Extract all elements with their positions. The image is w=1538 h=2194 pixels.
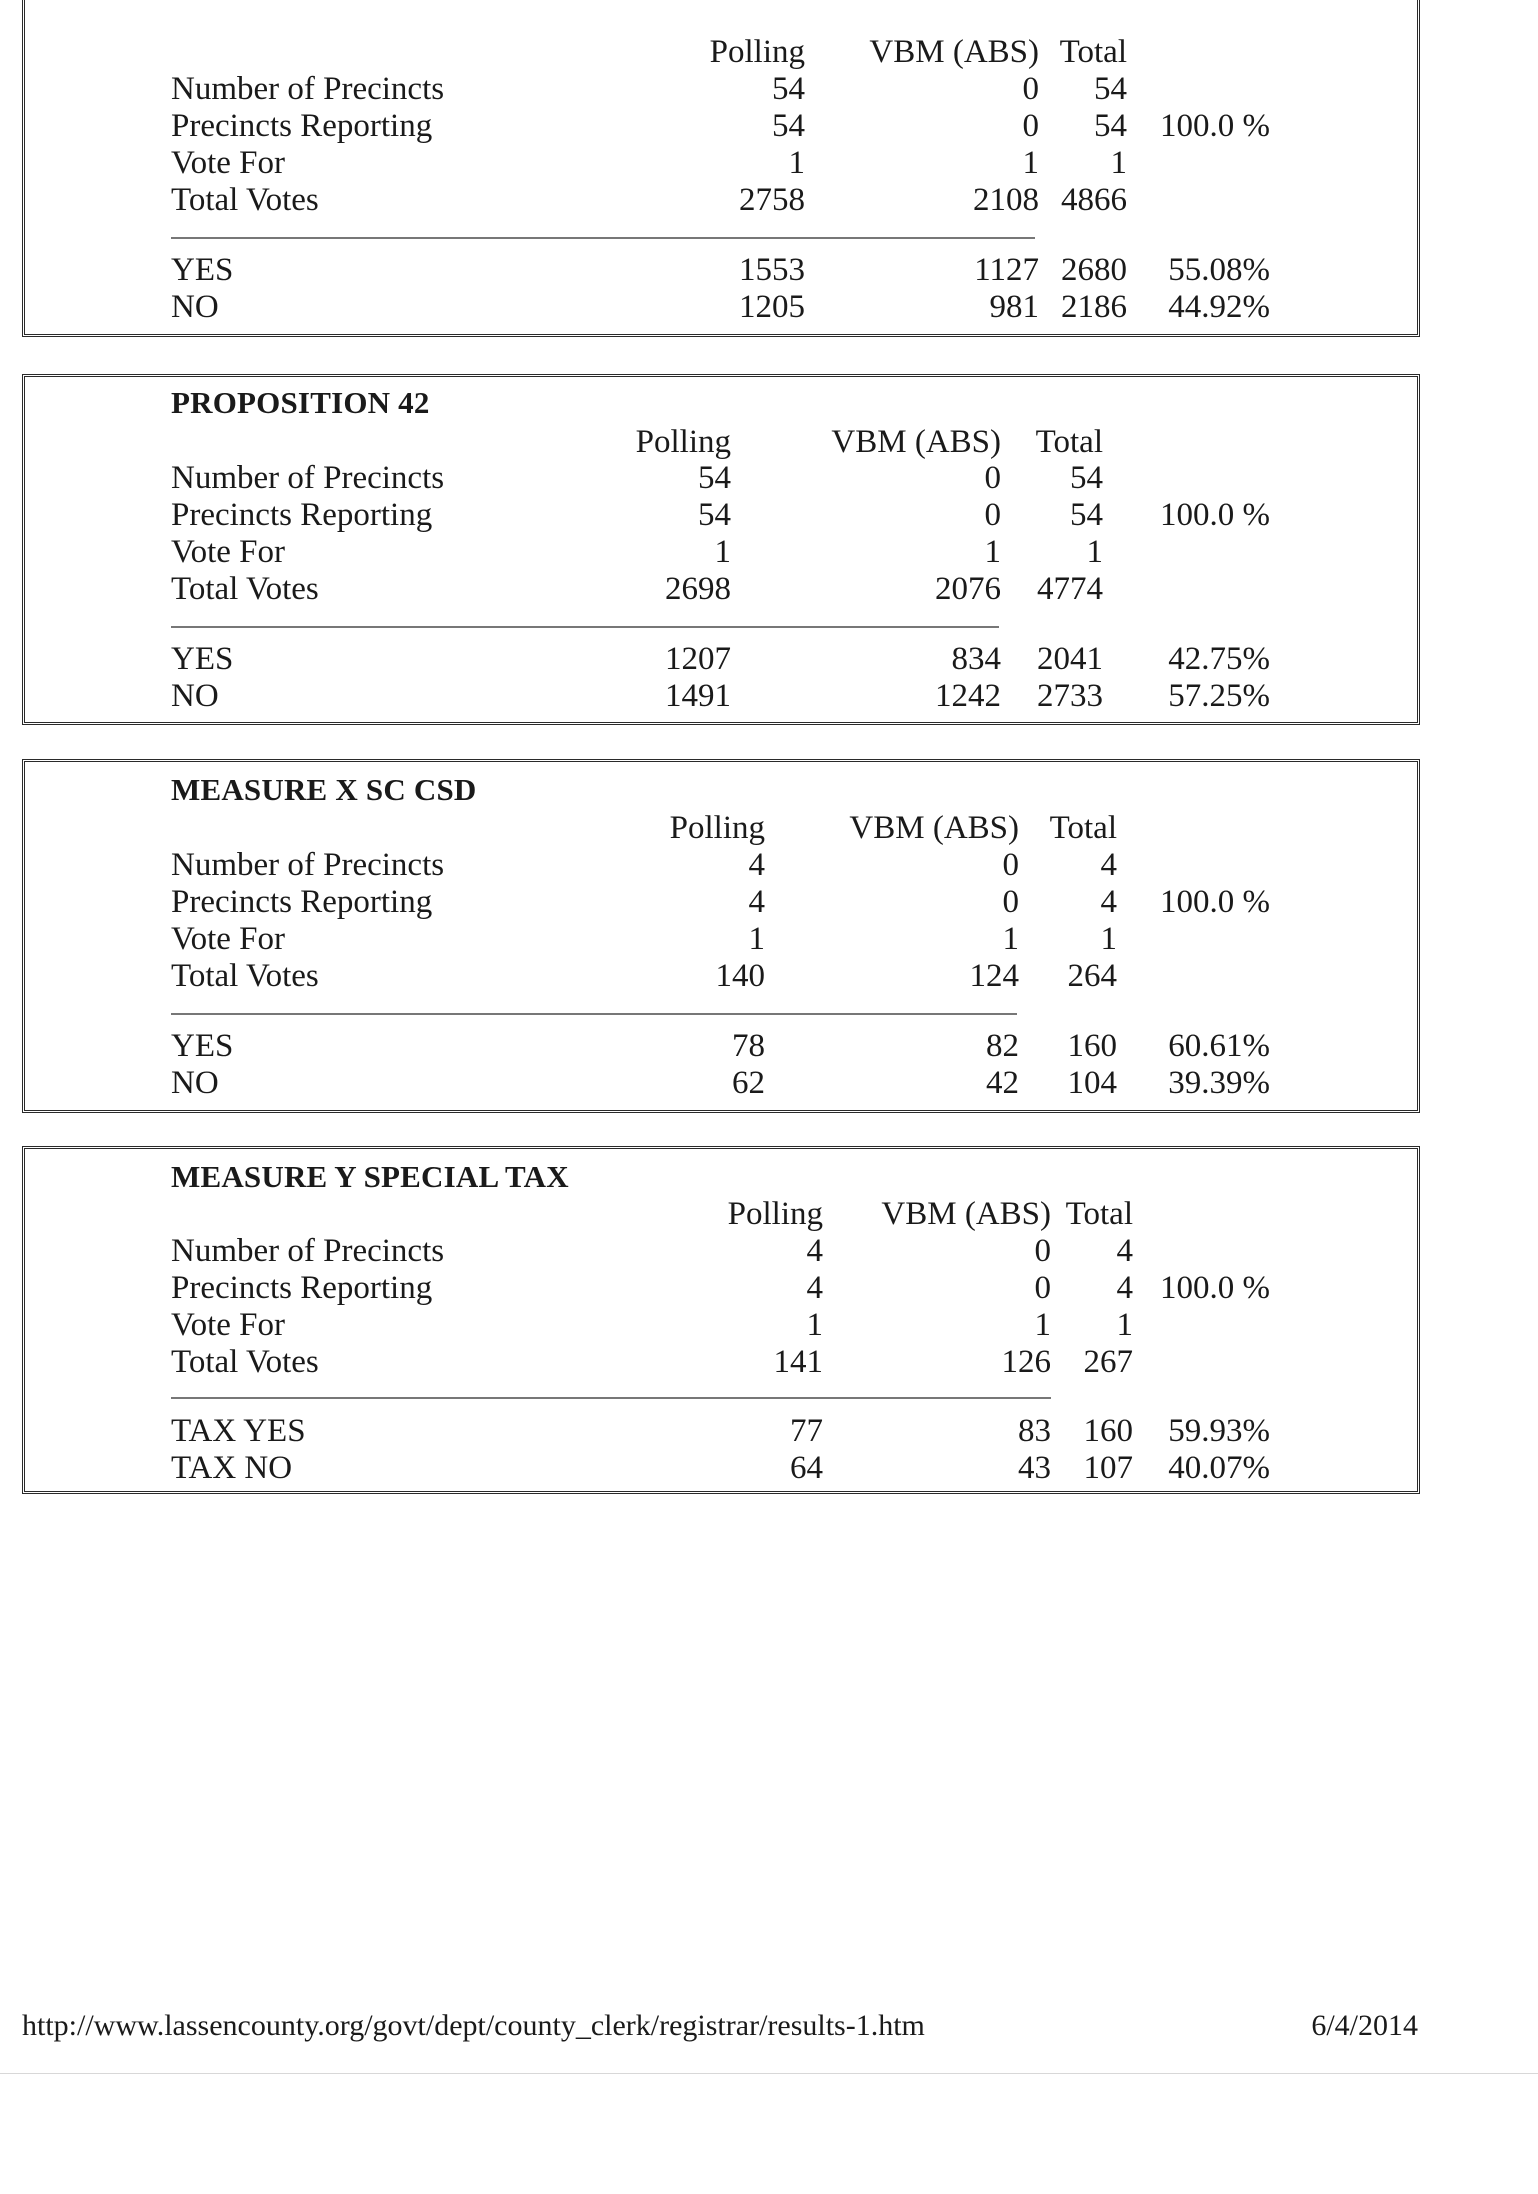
table-row [25, 1344, 1417, 1382]
vbm-value: 2108 [973, 182, 1039, 218]
vbm-header: VBM (ABS) [881, 1196, 1051, 1232]
vbm-value: 1 [1022, 145, 1039, 181]
total-header: Total [1059, 34, 1127, 70]
row-label: TAX YES [171, 1413, 306, 1449]
row-label: NO [171, 678, 219, 714]
row-label: Vote For [171, 534, 285, 570]
table-row [25, 1307, 1417, 1345]
row-label: Total Votes [171, 182, 319, 218]
row-label: Precincts Reporting [171, 1270, 433, 1306]
row-label: Vote For [171, 921, 285, 957]
page-bottom-rule [0, 2073, 1538, 2074]
section-title: MEASURE Y SPECIAL TAX [171, 1159, 569, 1194]
column-header-row [25, 34, 1417, 72]
total-value: 160 [1067, 1028, 1117, 1064]
percent-value: 57.25% [1168, 678, 1270, 714]
table-row [25, 252, 1417, 290]
total-value: 1 [1100, 921, 1117, 957]
total-value: 54 [1094, 108, 1127, 144]
polling-value: 4 [748, 847, 765, 883]
vbm-value: 82 [986, 1028, 1019, 1064]
total-value: 160 [1083, 1413, 1133, 1449]
row-label: Number of Precincts [171, 71, 445, 107]
separator-rule [171, 626, 999, 628]
vbm-value: 43 [1018, 1450, 1051, 1486]
vbm-value: 0 [1034, 1270, 1051, 1306]
vbm-header: VBM (ABS) [849, 810, 1019, 846]
footer-url: http://www.lassencounty.org/govt/dept/county_clerk/registrar/results-1.htm [22, 2009, 925, 2042]
vbm-value: 0 [1022, 71, 1039, 107]
vbm-value: 0 [1002, 884, 1019, 920]
vbm-value: 834 [951, 641, 1001, 677]
table-row [25, 1028, 1417, 1066]
polling-value: 1207 [665, 641, 731, 677]
vbm-value: 83 [1018, 1413, 1051, 1449]
footer-date: 6/4/2014 [1311, 2009, 1418, 2042]
polling-value: 4 [748, 884, 765, 920]
column-header-row [25, 1196, 1417, 1234]
polling-header: Polling [669, 810, 765, 846]
vbm-value: 2076 [935, 571, 1001, 607]
row-label: Precincts Reporting [171, 884, 433, 920]
total-header: Total [1065, 1196, 1133, 1232]
polling-header: Polling [709, 34, 805, 70]
vbm-value: 124 [969, 958, 1019, 994]
vbm-value: 1 [1002, 921, 1019, 957]
polling-value: 4 [806, 1233, 823, 1269]
polling-value: 1205 [739, 289, 805, 325]
table-row [25, 534, 1417, 572]
polling-value: 1 [806, 1307, 823, 1343]
row-label: NO [171, 289, 219, 325]
polling-value: 64 [790, 1450, 823, 1486]
polling-value: 1 [714, 534, 731, 570]
separator-rule [171, 1013, 1017, 1015]
total-value: 4 [1116, 1270, 1133, 1306]
table-row [25, 1233, 1417, 1271]
row-label: Vote For [171, 1307, 285, 1343]
vbm-header: VBM (ABS) [831, 424, 1001, 460]
table-row [25, 571, 1417, 609]
polling-value: 1 [748, 921, 765, 957]
table-row [25, 1270, 1417, 1308]
total-value: 107 [1083, 1450, 1133, 1486]
row-label: Number of Precincts [171, 460, 445, 496]
row-label: NO [171, 1065, 219, 1101]
table-row [25, 678, 1417, 716]
results-box-1 [22, 0, 1420, 337]
polling-value: 54 [772, 71, 805, 107]
table-row [25, 1450, 1417, 1488]
vbm-value: 0 [1002, 847, 1019, 883]
polling-value: 4 [806, 1270, 823, 1306]
polling-value: 54 [698, 460, 731, 496]
vbm-value: 1 [984, 534, 1001, 570]
vbm-value: 0 [1022, 108, 1039, 144]
table-row [25, 497, 1417, 535]
total-value: 1 [1110, 145, 1127, 181]
vbm-value: 0 [1034, 1233, 1051, 1269]
polling-value: 1553 [739, 252, 805, 288]
total-header: Total [1049, 810, 1117, 846]
polling-value: 62 [732, 1065, 765, 1101]
total-value: 2186 [1061, 289, 1127, 325]
row-label: Precincts Reporting [171, 108, 433, 144]
polling-value: 77 [790, 1413, 823, 1449]
table-row [25, 289, 1417, 327]
total-value: 2041 [1037, 641, 1103, 677]
total-value: 54 [1094, 71, 1127, 107]
row-label: Total Votes [171, 958, 319, 994]
row-label: Vote For [171, 145, 285, 181]
column-header-row [25, 810, 1417, 848]
polling-value: 1 [788, 145, 805, 181]
percent-value: 60.61% [1168, 1028, 1270, 1064]
percent-value: 39.39% [1168, 1065, 1270, 1101]
table-row [25, 1065, 1417, 1103]
table-row [25, 71, 1417, 109]
percent-value: 100.0 % [1160, 884, 1270, 920]
polling-header: Polling [635, 424, 731, 460]
total-value: 4774 [1037, 571, 1103, 607]
percent-value: 100.0 % [1160, 108, 1270, 144]
table-row [25, 884, 1417, 922]
row-label: Precincts Reporting [171, 497, 433, 533]
vbm-value: 42 [986, 1065, 1019, 1101]
row-label: TAX NO [171, 1450, 293, 1486]
table-row [25, 460, 1417, 498]
total-value: 2680 [1061, 252, 1127, 288]
total-value: 54 [1070, 497, 1103, 533]
table-row [25, 145, 1417, 183]
row-label: YES [171, 641, 234, 677]
vbm-header: VBM (ABS) [869, 34, 1039, 70]
total-value: 267 [1083, 1344, 1133, 1380]
row-label: Number of Precincts [171, 847, 445, 883]
polling-value: 2698 [665, 571, 731, 607]
total-value: 4 [1116, 1233, 1133, 1269]
polling-value: 140 [715, 958, 765, 994]
separator-rule [171, 1397, 1051, 1399]
total-value: 54 [1070, 460, 1103, 496]
separator-rule [171, 237, 1035, 239]
row-label: Number of Precincts [171, 1233, 445, 1269]
section-title: MEASURE X SC CSD [171, 772, 477, 807]
row-label: YES [171, 252, 234, 288]
percent-value: 42.75% [1168, 641, 1270, 677]
total-value: 104 [1067, 1065, 1117, 1101]
total-value: 4 [1100, 847, 1117, 883]
table-row [25, 847, 1417, 885]
total-value: 2733 [1037, 678, 1103, 714]
total-header: Total [1035, 424, 1103, 460]
polling-value: 1491 [665, 678, 731, 714]
total-value: 4 [1100, 884, 1117, 920]
results-box-measure-x [22, 759, 1420, 1113]
results-box-proposition-42 [22, 374, 1420, 725]
column-header-row [25, 424, 1417, 462]
row-label: Total Votes [171, 1344, 319, 1380]
total-value: 1 [1116, 1307, 1133, 1343]
table-row [25, 108, 1417, 146]
polling-value: 2758 [739, 182, 805, 218]
table-row [25, 641, 1417, 679]
results-box-measure-y [22, 1146, 1420, 1494]
vbm-value: 1 [1034, 1307, 1051, 1343]
row-label: Total Votes [171, 571, 319, 607]
vbm-value: 126 [1001, 1344, 1051, 1380]
vbm-value: 0 [984, 497, 1001, 533]
percent-value: 100.0 % [1160, 497, 1270, 533]
vbm-value: 0 [984, 460, 1001, 496]
polling-value: 54 [698, 497, 731, 533]
polling-header: Polling [727, 1196, 823, 1232]
total-value: 4866 [1061, 182, 1127, 218]
percent-value: 40.07% [1168, 1450, 1270, 1486]
table-row [25, 1413, 1417, 1451]
percent-value: 44.92% [1168, 289, 1270, 325]
percent-value: 59.93% [1168, 1413, 1270, 1449]
row-label: YES [171, 1028, 234, 1064]
total-value: 264 [1067, 958, 1117, 994]
vbm-value: 1127 [974, 252, 1039, 288]
polling-value: 54 [772, 108, 805, 144]
percent-value: 100.0 % [1160, 1270, 1270, 1306]
vbm-value: 1242 [935, 678, 1001, 714]
polling-value: 78 [732, 1028, 765, 1064]
table-row [25, 958, 1417, 996]
vbm-value: 981 [989, 289, 1039, 325]
table-row [25, 921, 1417, 959]
table-row [25, 182, 1417, 220]
total-value: 1 [1086, 534, 1103, 570]
polling-value: 141 [773, 1344, 823, 1380]
percent-value: 55.08% [1168, 252, 1270, 288]
section-title: PROPOSITION 42 [171, 385, 430, 420]
